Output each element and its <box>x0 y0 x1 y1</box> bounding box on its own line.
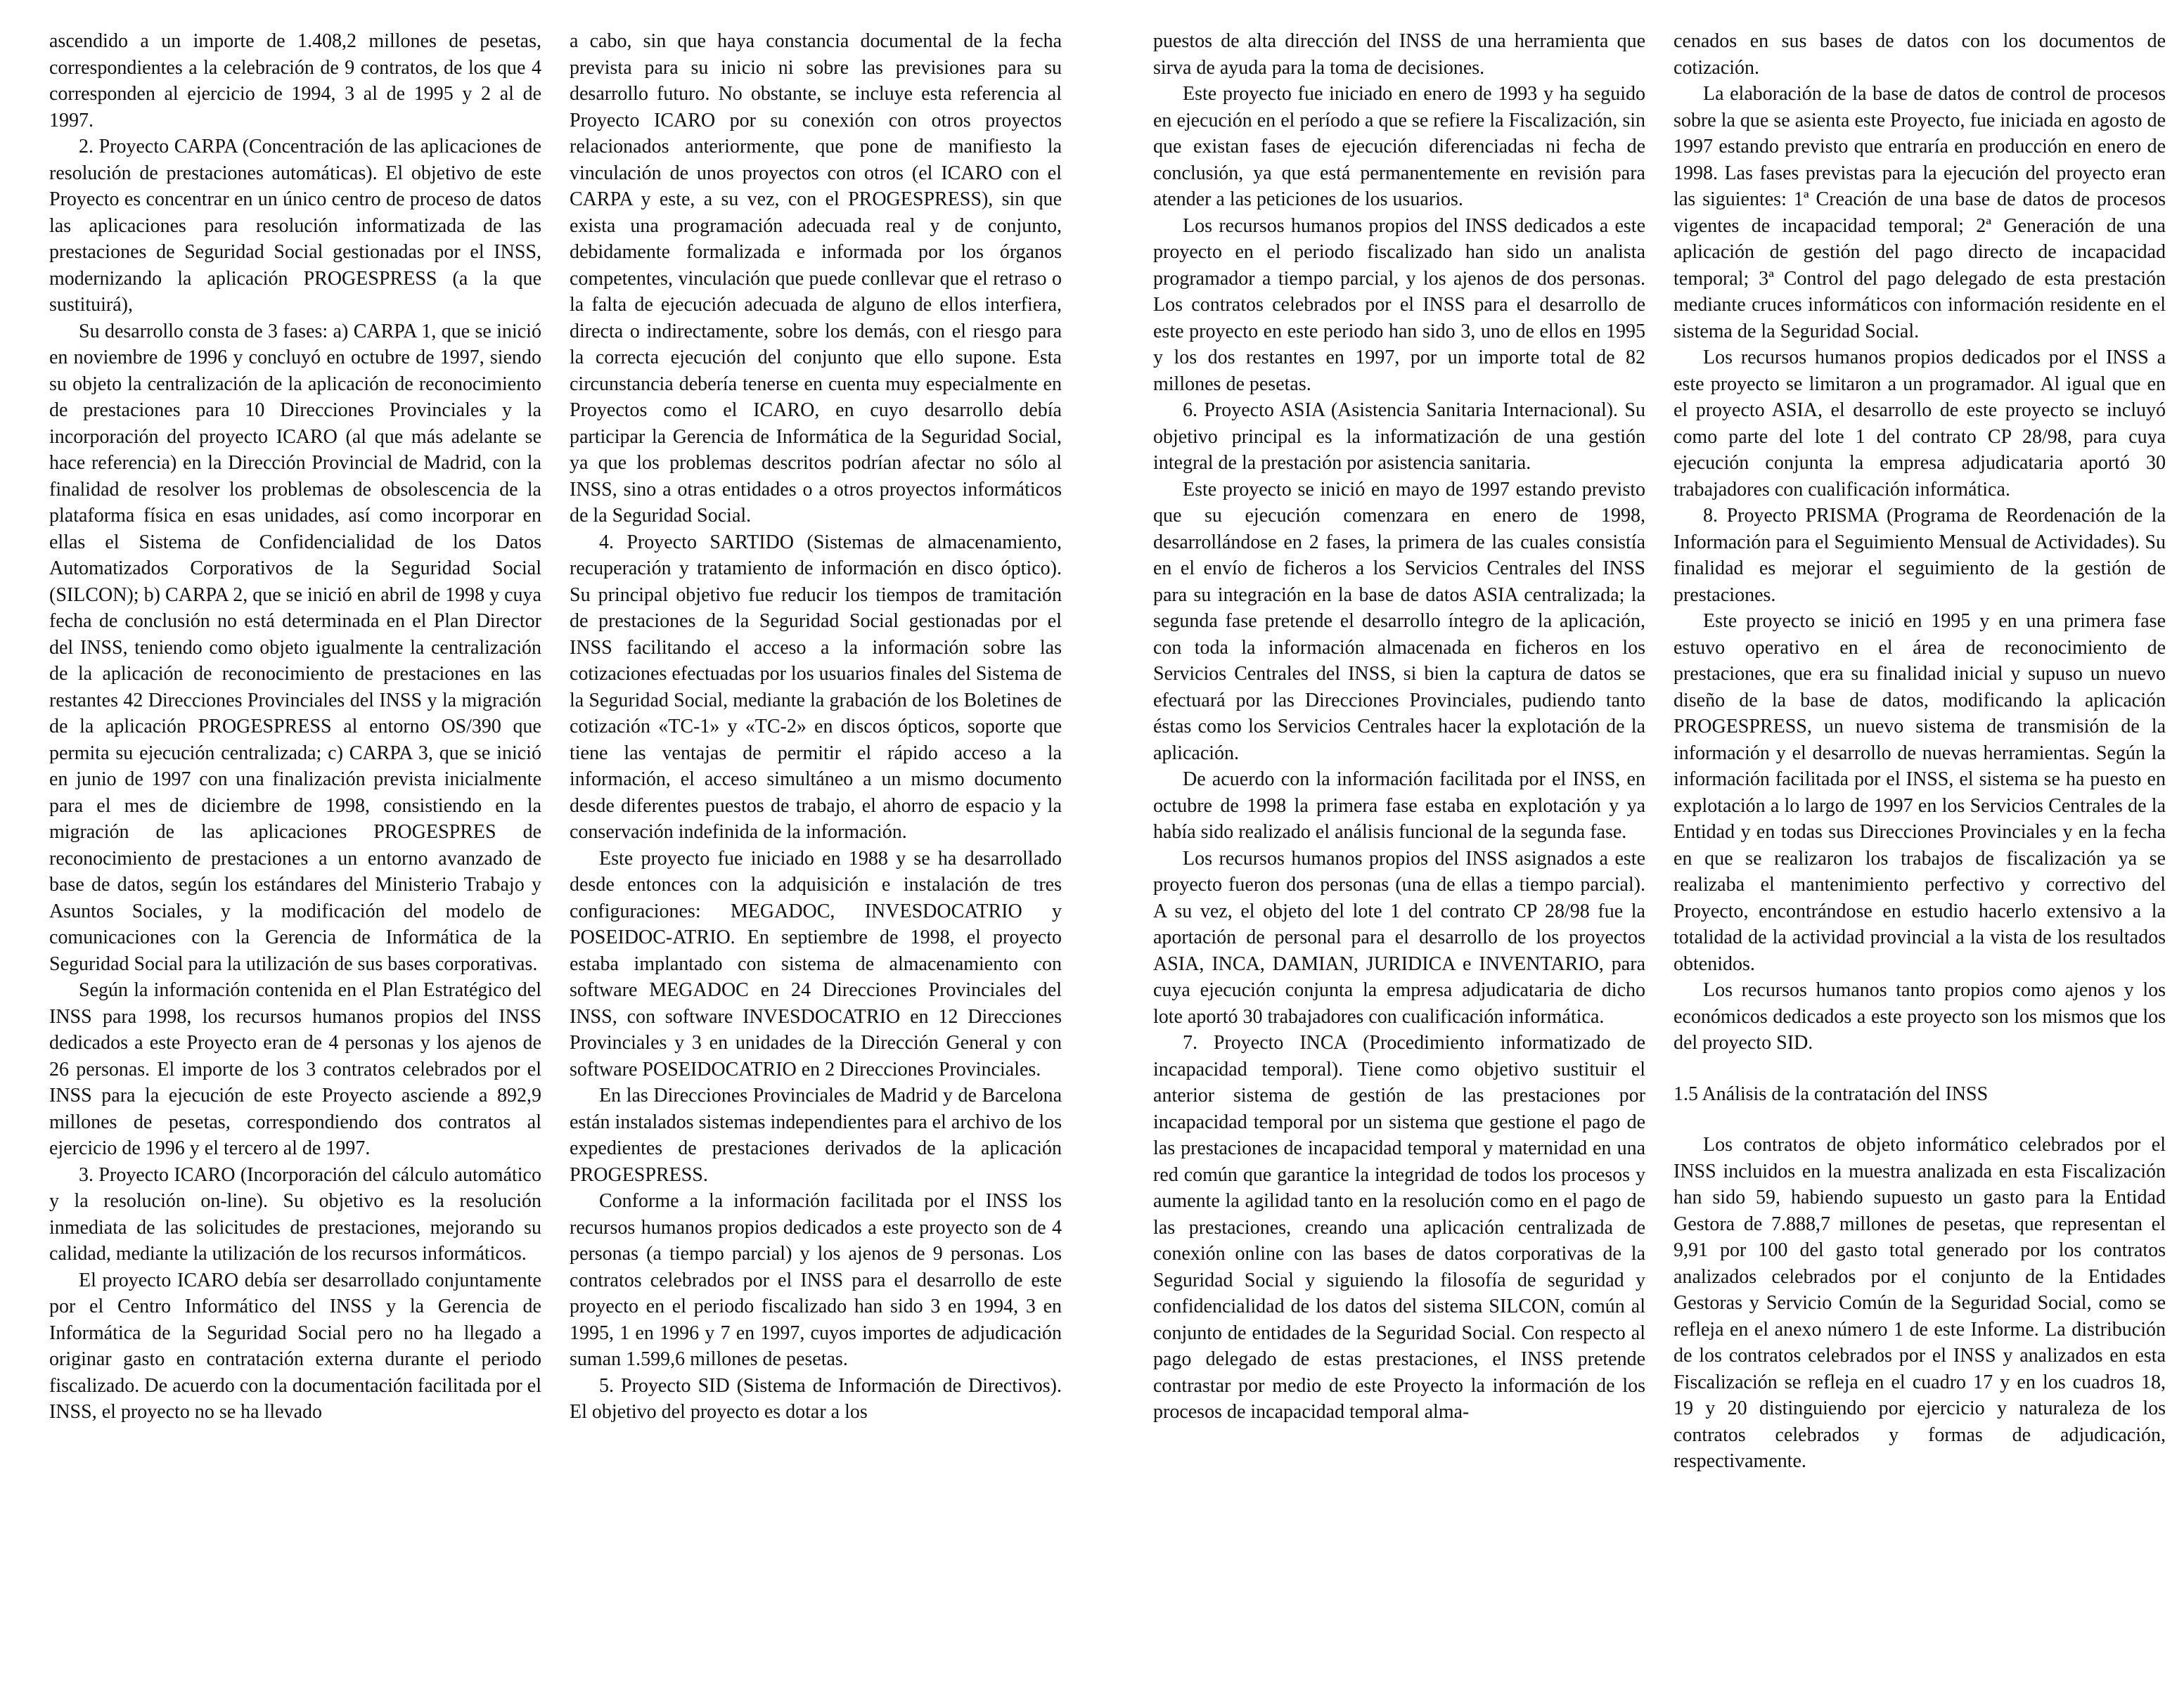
paragraph: 6. Proyecto ASIA (Asistencia Sanitaria Internacional). Su objetivo principal es la informatización de una gestión integral de la prestación por asistencia sanitaria. <box>1153 399 1645 474</box>
paragraph: En las Direcciones Provinciales de Madrid y de Barcelona están instalados sistemas independientes para el archivo de los expedientes de prestaciones derivados de la aplicación PROGESPRESS. <box>570 1085 1062 1186</box>
right-page-column-2 <box>1674 28 2166 1685</box>
right-page-column-1 <box>1153 28 1645 1685</box>
left-page-column-1 <box>49 28 541 1685</box>
paragraph: 2. Proyecto CARPA (Concentración de las aplicaciones de resolución de prestaciones automáticas). El objetivo de este Proyecto es concentrar en un único centro de proceso de datos las aplicaciones para resolución informatizada de las prestaciones de Seguridad Social gestionadas por el INSS, modernizando la aplicación PROGESPRESS (a la que sustituirá), <box>49 136 541 316</box>
section-heading: 1.5 Análisis de la contratación del INSS <box>1674 1083 1989 1105</box>
paragraph: Los recursos humanos propios del INSS asignados a este proyecto fueron dos personas (una de ellas a tiempo parcial). A su vez, el objeto del lote 1 del contrato CP 28/98 fue la aportación de personal para el desarrollo de los proyectos ASIA, INCA, DAMIAN, JURIDICA e INVENTARIO, para cuya ejecución conjunta la empresa adjudicataria de dicho lote aportó 30 trabajadores con cualificación informática. <box>1153 847 1645 1028</box>
paragraph: 8. Proyecto PRISMA (Programa de Reordenación de la Información para el Seguimiento Mensual de Actividades). Su finalidad es mejorar el seguimiento de la gestión de prestaciones. <box>1674 505 2166 606</box>
paragraph: 4. Proyecto SARTIDO (Sistemas de almacenamiento, recuperación y tratamiento de información en disco óptico). Su principal objetivo fue reducir los tiempos de tramitación de prestaciones de la Seguridad Social gestionadas por el INSS facilitando el acceso a la información sobre las cotizaciones efectuadas por los usuarios finales del Sistema de la Seguridad Social, mediante la grabación de los Boletines de cotización «TC-1» y «TC-2» en discos ópticos, soporte que tiene las ventajas de permitir el rápido acceso a la información, el acceso simultáneo a un mismo documento desde diferentes puestos de trabajo, el ahorro de espacio y la conservación indefinida de la información. <box>570 531 1062 843</box>
left-page-column-2 <box>570 28 1062 1685</box>
paragraph: Los recursos humanos propios del INSS dedicados a este proyecto en el periodo fiscalizado han sido un analista programador a tiempo parcial, y los ajenos de dos personas. Los contratos celebrados por el INSS para el desarrollo de este proyecto en este periodo han sido 3, uno de ellos en 1995 y los dos restantes en 1997, por un importe total de 82 millones de pesetas. <box>1153 214 1645 395</box>
paragraph: a cabo, sin que haya constancia documental de la fecha prevista para su inicio ni sobre las previsiones para su desarrollo futuro. No obstante, se incluye esta referencia al Proyecto ICARO por su conexión con otros proyectos relacionados anteriormente, que pone de manifiesto la vinculación de unos proyectos con otros (el ICARO con el CARPA y este, a su vez, con el PROGESPRESS), sin que exista una programación adecuada real y de conjunto, debidamente formalizada e informada por los órganos competentes, vinculación que puede conllevar que el retraso o la falta de ejecución adecuada de alguno de ellos interfiera, directa o indirectamente, sobre los demás, con el riesgo para la correcta ejecución del conjunto que ello supone. Esta circunstancia debería tenerse en cuenta muy especialmente en Proyectos como el ICARO, en cuyo desarrollo debía participar la Gerencia de Informática de la Seguridad Social, ya que los problemas descritos podrían afectar no sólo al INSS, sino a otras entidades o a otros proyectos informáticos de la Seguridad Social. <box>570 30 1062 527</box>
paragraph: cenados en sus bases de datos con los documentos de cotización. <box>1674 30 2166 79</box>
paragraph: De acuerdo con la información facilitada por el INSS, en octubre de 1998 la primera fase estaba en explotación y ya había sido realizado el análisis funcional de la segunda fase. <box>1153 768 1645 843</box>
left-page <box>49 0 1062 1685</box>
paragraph: Conforme a la información facilitada por el INSS los recursos humanos propios dedicados a este proyecto son de 4 personas (a tiempo parcial) y los ajenos de 9 personas. Los contratos celebrados por el INSS para el desarrollo de este proyecto en el periodo fiscalizado han sido 3 en 1994, 3 en 1995, 1 en 1996 y 7 en 1997, cuyos importes de adjudicación suman 1.599,6 millones de pesetas. <box>570 1190 1062 1370</box>
paragraph: Los contratos de objeto informático celebrados por el INSS incluidos en la muestra analizada en esta Fiscalización han sido 59, habiendo supuesto un gasto para la Entidad Gestora de 7.888,7 millones de pesetas, que representan el 9,91 por 100 del gasto total generado por los contratos analizados celebrados por el conjunto de la Entidades Gestoras y Servicio Común de la Seguridad Social, como se refleja en el anexo número 1 de este Informe. La distribución de los contratos celebrados por el INSS y analizados en esta Fiscalización se refleja en el cuadro 17 y en los cuadros 18, 19 y 20 distinguiendo por ejercicio y naturaleza de los contratos celebrados y formas de adjudicación, respectivamente. <box>1674 1134 2166 1472</box>
paragraph: puestos de alta dirección del INSS de una herramienta que sirva de ayuda para la toma de decisiones. <box>1153 30 1645 79</box>
paragraph: Los recursos humanos tanto propios como ajenos y los económicos dedicados a este proyecto son los mismos que los del proyecto SID. <box>1674 979 2166 1054</box>
paragraph: 7. Proyecto INCA (Procedimiento informatizado de incapacidad temporal). Tiene como objetivo sustituir el anterior sistema de gestión de las prestaciones por incapacidad temporal por un sistema que gestione el pago de las prestaciones de incapacidad temporal y maternidad en una red común que garantice la integridad de todos los procesos y aumente la agilidad tanto en la resolución como en el pago de las prestaciones, creando una aplicación centralizada de conexión online con las bases de datos corporativas de la Seguridad Social y siguiendo la filosofía de seguridad y confidencialidad de los datos del sistema SILCON, común al conjunto de entidades de la Seguridad Social. Con respecto al pago delegado de estas prestaciones, el INSS pretende contrastar por medio de este Proyecto la información de los procesos de incapacidad temporal alma- <box>1153 1032 1645 1423</box>
paragraph: La elaboración de la base de datos de control de procesos sobre la que se asienta este Proyecto, fue iniciada en agosto de 1997 estando previsto que entraría en producción en enero de 1998. Las fases previstas para la ejecución del proyecto eran las siguientes: 1ª Creación de una base de datos de procesos vigentes de incapacidad temporal; 2ª Generación de una aplicación de gestión del pago directo de incapacidad temporal; 3ª Control del pago delegado de esta prestación mediante cruces informáticos con información residente en el sistema de la Seguridad Social. <box>1674 83 2166 342</box>
paragraph: Según la información contenida en el Plan Estratégico del INSS para 1998, los recursos humanos propios del INSS dedicados a este Proyecto eran de 4 personas y los ajenos de 26 personas. El importe de los 3 contratos celebrados por el INSS para la ejecución de este Proyecto asciende a 892,9 millones de pesetas, correspondiendo dos contratos al ejercicio de 1996 y el tercero al de 1997. <box>49 979 541 1159</box>
paragraph: Este proyecto se inició en 1995 y en una primera fase estuvo operativo en el área de reconocimiento de prestaciones, que era su finalidad inicial y supuso un nuevo diseño de la base de datos, modificando la aplicación PROGESPRESS, un nuevo sistema de transmisión de la información y el desarrollo de nuevas herramientas. Según la información facilitada por el INSS, el sistema se ha puesto en explotación a lo largo de 1997 en los Servicios Centrales de la Entidad y en todas sus Direcciones Provinciales y en la fecha en que se realizaron los trabajos de fiscalización ya se realizaba el mantenimiento perfectivo y correctivo del Proyecto, encontrándose en estudio hacerlo extensivo a la totalidad de la actividad provincial a la vista de los resultados obtenidos. <box>1674 610 2166 975</box>
paragraph: Este proyecto fue iniciado en enero de 1993 y ha seguido en ejecución en el período a que se refiere la Fiscalización, sin que existan fases de ejecución diferenciadas ni fecha de conclusión, ya que está permanentemente en revisión para atender a las peticiones de los usuarios. <box>1153 83 1645 210</box>
paragraph: 3. Proyecto ICARO (Incorporación del cálculo automático y la resolución on-line). Su objetivo es la resolución inmediata de las solicitudes de prestaciones, mejorando su calidad, mediante la utilización de los recursos informáticos. <box>49 1163 541 1265</box>
paragraph: Los recursos humanos propios dedicados por el INSS a este proyecto se limitaron a un programador. Al igual que en el proyecto ASIA, el desarrollo de este proyecto se incluyó como parte del lote 1 del contrato CP 28/98, para cuya ejecución conjunta la empresa adjudicataria aportó 30 trabajadores con cualificación informática. <box>1674 347 2166 501</box>
right-page <box>1153 0 2166 1685</box>
paragraph: Su desarrollo consta de 3 fases: a) CARPA 1, que se inició en noviembre de 1996 y concluyó en octubre de 1997, siendo su objeto la centralización de la aplicación de reconocimiento de prestaciones para 10 Direcciones Provinciales y la incorporación del proyecto ICARO (al que más adelante se hace referencia) en la Dirección Provincial de Madrid, con la finalidad de resolver los problemas de obsolescencia de la plataforma física en esas unidades, así como incorporar en ellas el Sistema de Confidencialidad de los Datos Automatizados Corporativos de la Seguridad Social (SILCON); b) CARPA 2, que se inició en abril de 1998 y cuya fecha de conclusión no está determinada en el Plan Director del INSS, teniendo como objeto igualmente la centralización de la aplicación de reconocimiento de prestaciones en las restantes 42 Direcciones Provinciales del INSS y la migración de la aplicación PROGESPRESS al entorno OS/390 que permita su ejecución centralizada; c) CARPA 3, que se inició en junio de 1997 con una finalización prevista inicialmente para el mes de diciembre de 1998, consistiendo en la migración de las aplicaciones PROGESPRES de reconocimiento de prestaciones a un entorno avanzado de base de datos, según los estándares del Ministerio Trabajo y Asuntos Sociales, y la modificación del modelo de comunicaciones con la Gerencia de Informática de la Seguridad Social para la utilización de sus bases corporativas. <box>49 320 541 975</box>
paragraph: Este proyecto fue iniciado en 1988 y se ha desarrollado desde entonces con la adquisición e instalación de tres configuraciones: MEGADOC, INVESDOCATRIO y POSEIDOC-ATRIO. En septiembre de 1998, el proyecto estaba implantado con sistema de almacenamiento con software MEGADOC en 24 Direcciones Provinciales del INSS, con software INVESDOCATRIO en 12 Direcciones Provinciales y 3 en unidades de la Dirección General y con software POSEIDOCATRIO en 2 Direcciones Provinciales. <box>570 847 1062 1080</box>
paragraph: Este proyecto se inició en mayo de 1997 estando previsto que su ejecución comenzara en enero de 1998, desarrollándose en 2 fases, la primera de las cuales consistía en el envío de ficheros a los Servicios Centrales del INSS para su integración en la base de datos ASIA centralizada; la segunda fase pretende el desarrollo íntegro de la aplicación, con toda la información almacenada en ficheros en los Servicios Centrales del INSS, si bien la captura de datos se efectuará por las Direcciones Provinciales, pudiendo tanto éstas como los Servicios Centrales hacer la explotación de la aplicación. <box>1153 478 1645 764</box>
paragraph: El proyecto ICARO debía ser desarrollado conjuntamente por el Centro Informático del INSS y la Gerencia de Informática de la Seguridad Social pero no ha llegado a originar gasto en contratación externa durante el periodo fiscalizado. De acuerdo con la documentación facilitada por el INSS, el proyecto no se ha llevado <box>49 1269 541 1423</box>
paragraph: ascendido a un importe de 1.408,2 millones de pesetas, correspondientes a la celebración de 9 contratos, de los que 4 corresponden al ejercicio de 1994, 3 al de 1995 y 2 al de 1997. <box>49 30 541 131</box>
paragraph: 5. Proyecto SID (Sistema de Información de Directivos). El objetivo del proyecto es dotar a los <box>570 1374 1062 1423</box>
